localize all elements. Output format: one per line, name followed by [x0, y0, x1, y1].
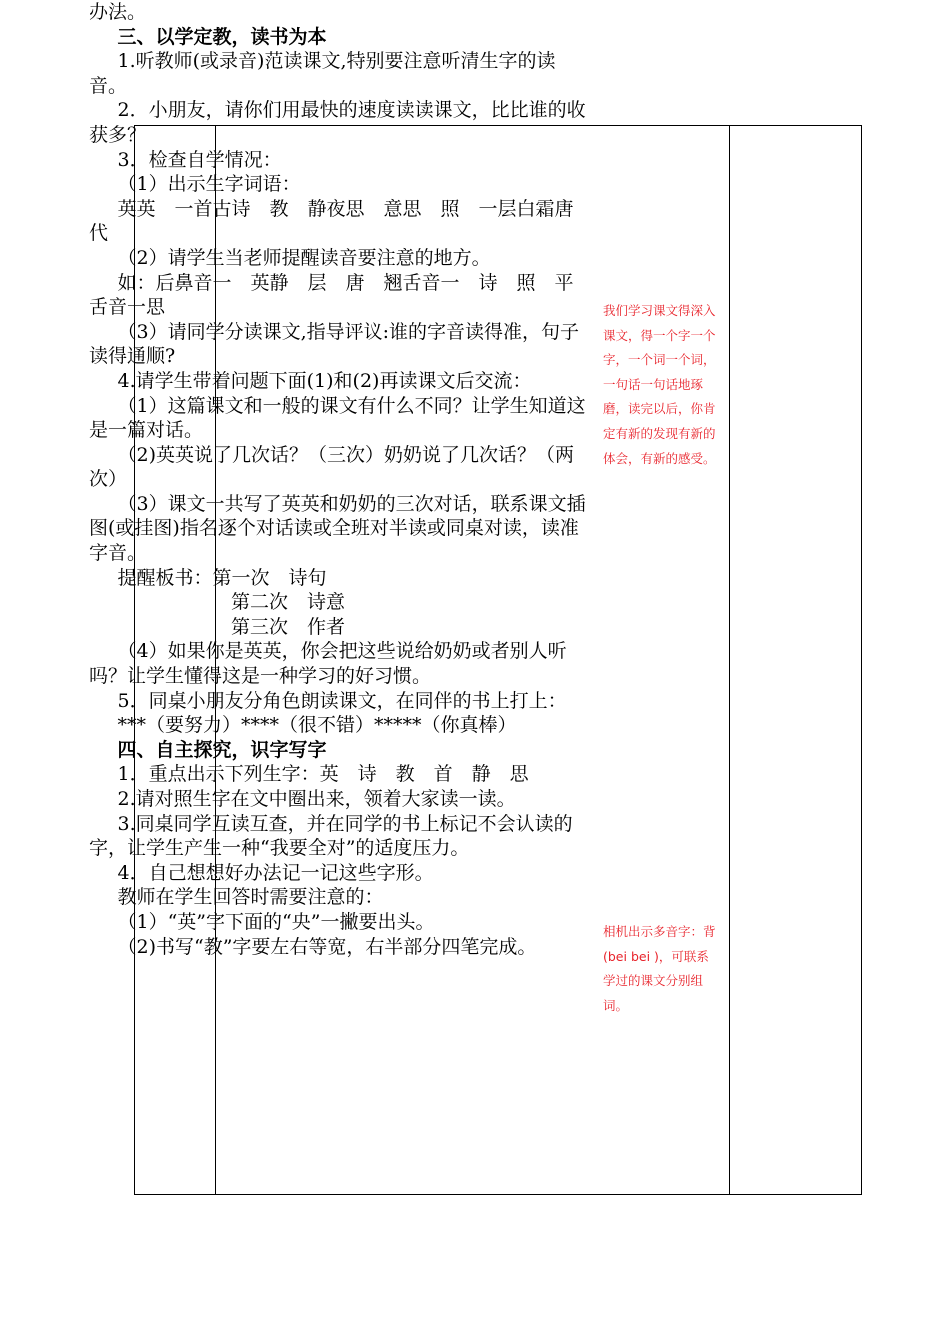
- content-line: （1）出示生字词语：: [117, 173, 301, 196]
- content-line: 3．检查自学情况：: [117, 148, 282, 171]
- content-line: （2)书写“教”字要左右等宽，右半部分四笔完成。: [117, 935, 537, 958]
- content-line: 提醒板书：第一次 诗句: [117, 566, 327, 589]
- section-heading: 三、以学定教，读书为本: [117, 25, 327, 48]
- lesson-content-column: [89, 0, 591, 1068]
- content-line: 2.请对照生字在文中圈出来，领着大家读一读。: [117, 788, 516, 810]
- content-line: 教师在学生回答时需要注意的：: [117, 886, 384, 909]
- content-line: 办法。: [89, 1, 147, 23]
- margin-note-reading: 我们学习课文得深入课文，得一个字一个字，一个词一个词，一句话一句话地琢磨，读完以后，你肯定有新的发现有新的体会，有新的感受。: [603, 303, 716, 466]
- content-line: 第三次 作者: [231, 615, 346, 638]
- content-line: 英英 一首古诗 教 静夜思 意思 照 一层白霜唐代: [89, 197, 574, 245]
- content-line: ***（要努力）****（很不错）*****（你真棒）: [117, 714, 517, 737]
- margin-note-polyphone: 相机出示多音字：背(bei bei )，可联系学过的课文分别组词。: [603, 924, 716, 1013]
- section-heading: 四、自主探究，识字写字: [117, 738, 327, 761]
- content-line: 5．同桌小朋友分角色朗读课文，在同伴的书上打上：: [117, 689, 567, 712]
- content-line: （1）“英”字下面的“央”一撇要出头。: [117, 910, 435, 933]
- content-line: 1．重点出示下列生字：英 诗 教 首 静 思: [117, 763, 529, 786]
- content-line: 4.请学生带着问题下面(1)和(2)再读课文后交流：: [117, 369, 532, 392]
- content-line: 3.同桌同学互读互查，并在同学的书上标记不会认读的字，让学生产生一种“我要全对”的适度压力。: [89, 812, 573, 860]
- content-line: （2）请学生当老师提醒读音要注意的地方。: [117, 246, 491, 269]
- content-line: 如：后鼻音一 英静 层 唐 翘舌音一 诗 照 平舌音一思: [89, 271, 574, 319]
- content-line: （3）请同学分读课文,指导评议:谁的字音读得准，句子读得通顺?: [89, 320, 580, 368]
- content-line: 1.听教师(或录音)范读课文,特别要注意听清生字的读音。: [89, 50, 556, 97]
- content-line: 2．小朋友，请你们用最快的速度读读课文，比比谁的收获多？: [89, 99, 586, 146]
- content-line: 4．自己想想好办法记一记这些字形。: [117, 861, 434, 884]
- content-line: （4）如果你是英英，你会把这些说给奶奶或者别人听吗？让学生懂得这是一种学习的好习惯。: [89, 640, 567, 688]
- column-divider-right: [729, 126, 730, 1194]
- content-line: 第二次 诗意: [231, 591, 346, 614]
- content-line: （2)英英说了几次话？（三次）奶奶说了几次话？（两次）: [89, 443, 575, 491]
- content-line: （3）课文一共写了英英和奶奶的三次对话，联系课文插图(或挂图)指名逐个对话读或全班对半读或同桌对读，读准字音。: [89, 492, 586, 565]
- content-line: （1）这篇课文和一般的课文有什么不同？让学生知道这是一篇对话。: [89, 394, 586, 442]
